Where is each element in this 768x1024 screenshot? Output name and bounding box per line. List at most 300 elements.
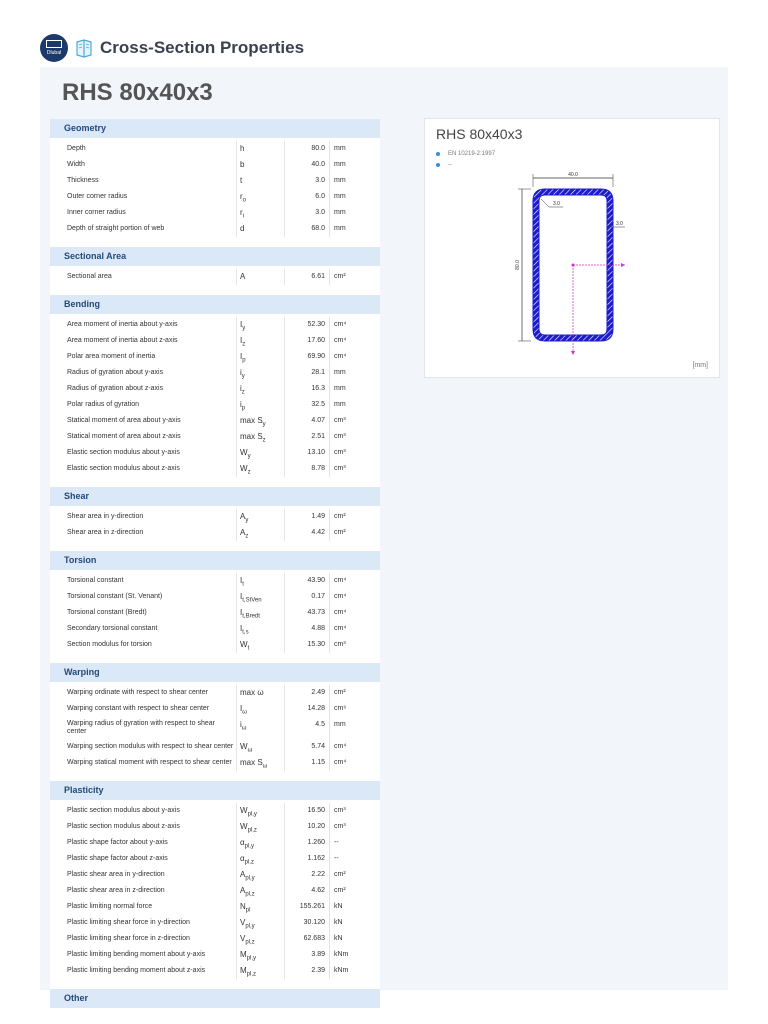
symbol-subscript: pl,y	[247, 811, 257, 818]
symbol-subscript: z	[247, 469, 251, 476]
symbol-main: max S	[240, 416, 263, 425]
symbol-subscript: ω	[247, 747, 253, 754]
width-dimension-label: 40.0	[568, 172, 578, 178]
symbol-main: W	[240, 742, 248, 751]
symbol-subscript: pl,z	[246, 971, 257, 978]
symbol-main: I	[240, 336, 243, 345]
symbol-main: A	[240, 512, 246, 521]
property-description: Plastic limiting bending moment about z-axis	[67, 967, 206, 974]
symbol-main: W	[240, 640, 248, 649]
symbol-subscript: y	[262, 421, 266, 428]
symbol-main: I	[240, 624, 243, 633]
property-unit: cm⁶	[329, 701, 380, 717]
property-symbol	[236, 173, 284, 189]
symbol-subscript: z	[245, 533, 249, 540]
property-symbol	[236, 883, 284, 899]
table-row	[50, 509, 380, 525]
property-unit: kN	[329, 915, 380, 931]
symbol-subscript: z	[242, 341, 246, 348]
symbol-subscript: pl,z	[245, 891, 255, 898]
symbol-main: I	[240, 592, 243, 601]
table-row	[50, 333, 380, 349]
property-value: 4.88	[284, 621, 329, 637]
property-value: 3.0	[284, 173, 329, 189]
symbol-subscript: pl,y	[245, 923, 255, 930]
property-description: Warping radius of gyration with respect to shear center	[67, 720, 215, 735]
property-value: 4.62	[284, 883, 329, 899]
property-unit: cm⁴	[329, 573, 380, 589]
standard-item: --	[436, 159, 495, 170]
symbol-subscript: z	[241, 389, 245, 396]
symbol-subscript: t,StVen	[242, 597, 262, 604]
property-description: Width	[67, 161, 85, 168]
property-description: Warping constant with respect to shear center	[67, 705, 210, 712]
property-symbol	[236, 461, 284, 477]
property-value: 40.0	[284, 157, 329, 173]
property-value: 28.1	[284, 365, 329, 381]
symbol-main: M	[240, 966, 247, 975]
symbol-main: W	[240, 806, 248, 815]
symbol-main: max S	[240, 758, 263, 767]
symbol-subscript: y	[242, 325, 246, 332]
section-header: Sectional Area	[50, 247, 380, 266]
property-unit: mm	[329, 365, 380, 381]
symbol-subscript: p	[242, 357, 246, 364]
symbol-main: V	[240, 918, 246, 927]
property-value: 2.49	[284, 685, 329, 701]
symbol-main: W	[240, 448, 248, 457]
symbol-subscript: y	[247, 453, 251, 460]
property-symbol	[236, 525, 284, 541]
symbol-main: i	[240, 400, 242, 409]
property-symbol	[236, 509, 284, 525]
section-header: Torsion	[50, 551, 380, 570]
symbol-subscript: pl,y	[245, 875, 255, 882]
table-row	[50, 739, 380, 755]
table-row	[50, 365, 380, 381]
cross-section-drawing	[425, 119, 719, 377]
property-unit: mm	[329, 397, 380, 413]
symbol-subscript: ω	[262, 763, 268, 770]
symbol-main: max S	[240, 432, 263, 441]
symbol-subscript: o	[242, 197, 247, 204]
property-value: 10.20	[284, 819, 329, 835]
section-drawing-card	[424, 118, 720, 378]
property-symbol	[236, 867, 284, 883]
property-value: 1.260	[284, 835, 329, 851]
property-unit: mm	[329, 381, 380, 397]
table-row	[50, 605, 380, 621]
symbol-subscript: pl,y	[244, 843, 254, 850]
property-value: 52.30	[284, 317, 329, 333]
property-unit: cm⁴	[329, 317, 380, 333]
table-row	[50, 835, 380, 851]
symbol-subscript: y	[241, 373, 245, 380]
property-unit: cm⁴	[329, 589, 380, 605]
property-unit: cm²	[329, 525, 380, 541]
property-unit: mm	[329, 173, 380, 189]
property-symbol	[236, 365, 284, 381]
book-icon	[74, 38, 94, 58]
card-title: RHS 80x40x3	[436, 126, 523, 142]
table-row	[50, 157, 380, 173]
property-description: Plastic shape factor about z-axis	[67, 855, 168, 862]
property-value: 68.0	[284, 221, 329, 237]
main-content	[40, 67, 728, 1003]
property-description: Radius of gyration about y-axis	[67, 369, 164, 376]
symbol-subscript: ω	[241, 725, 247, 732]
table-row	[50, 819, 380, 835]
property-symbol	[236, 333, 284, 349]
symbol-main: i	[240, 384, 242, 393]
symbol-main: A	[240, 272, 246, 281]
property-symbol	[236, 589, 284, 605]
table-row	[50, 221, 380, 237]
property-value: 13.10	[284, 445, 329, 461]
property-description: Radius of gyration about z-axis	[67, 385, 164, 392]
section-sectional-area	[50, 247, 380, 295]
property-description: Inner corner radius	[67, 209, 126, 216]
table-row	[50, 621, 380, 637]
table-row	[50, 525, 380, 541]
property-value: 1.49	[284, 509, 329, 525]
symbol-subscript: t,s	[242, 629, 249, 636]
section-header: Shear	[50, 487, 380, 506]
property-value: 4.07	[284, 413, 329, 429]
property-symbol	[236, 397, 284, 413]
property-unit: mm	[329, 157, 380, 173]
property-description: Elastic section modulus about z-axis	[67, 465, 180, 472]
property-symbol	[236, 157, 284, 173]
symbol-subscript: p	[241, 405, 246, 412]
property-symbol	[236, 445, 284, 461]
property-symbol	[236, 915, 284, 931]
property-unit: cm³	[329, 637, 380, 653]
symbol-subscript: ω	[242, 709, 247, 716]
property-description: Depth of straight portion of web	[67, 225, 165, 232]
table-row	[50, 397, 380, 413]
property-value: 0.17	[284, 589, 329, 605]
section-header: Bending	[50, 295, 380, 314]
property-unit: cm³	[329, 803, 380, 819]
symbol-main: V	[240, 934, 246, 943]
symbol-main: d	[240, 224, 245, 233]
table-row	[50, 803, 380, 819]
property-symbol	[236, 429, 284, 445]
table-row	[50, 717, 380, 739]
property-description: Torsional constant (St. Venant)	[67, 593, 163, 600]
property-value: 2.39	[284, 963, 329, 979]
property-value: 69.90	[284, 349, 329, 365]
unit-label: [mm]	[692, 362, 708, 369]
symbol-main: I	[240, 704, 243, 713]
property-description: Torsional constant	[67, 577, 124, 584]
section-header: Other	[50, 989, 380, 1008]
property-description: Warping section modulus with respect to shear center	[67, 743, 234, 750]
property-description: Plastic limiting shear force in y-direction	[67, 919, 190, 926]
symbol-main: I	[240, 352, 243, 361]
symbol-subscript: i	[242, 213, 245, 220]
symbol-main: I	[240, 320, 243, 329]
section-header: Plasticity	[50, 781, 380, 800]
property-symbol	[236, 573, 284, 589]
property-unit: cm³	[329, 819, 380, 835]
property-value: 155.261	[284, 899, 329, 915]
table-row	[50, 317, 380, 333]
property-unit: cm³	[329, 413, 380, 429]
property-description: Plastic section modulus about y-axis	[67, 807, 180, 814]
property-symbol	[236, 931, 284, 947]
symbol-main: r	[240, 192, 243, 201]
property-value: 3.89	[284, 947, 329, 963]
property-unit: cm⁴	[329, 333, 380, 349]
property-description: Plastic limiting shear force in z-direction	[67, 935, 190, 942]
property-description: Elastic section modulus about y-axis	[67, 449, 180, 456]
section-geometry	[50, 119, 380, 247]
property-unit: cm²	[329, 509, 380, 525]
property-description: Plastic shear area in y-direction	[67, 871, 165, 878]
symbol-main: α	[240, 838, 245, 847]
table-row	[50, 269, 380, 285]
property-value: 43.90	[284, 573, 329, 589]
property-description: Thickness	[67, 177, 99, 184]
property-value: 3.0	[284, 205, 329, 221]
symbol-main: i	[240, 720, 242, 729]
property-unit: kNm	[329, 963, 380, 979]
section-header: Warping	[50, 663, 380, 682]
table-row	[50, 349, 380, 365]
property-description: Secondary torsional constant	[67, 625, 158, 632]
symbol-main: I	[240, 608, 243, 617]
symbol-subscript: pl,y	[246, 955, 257, 962]
property-symbol	[236, 899, 284, 915]
property-unit: cm²	[329, 269, 380, 285]
property-unit: mm	[329, 189, 380, 205]
property-value: 4.42	[284, 525, 329, 541]
property-unit: cm⁴	[329, 739, 380, 755]
property-unit: cm²	[329, 867, 380, 883]
property-symbol	[236, 637, 284, 653]
property-description: Polar area moment of inertia	[67, 353, 156, 360]
table-row	[50, 445, 380, 461]
property-description: Plastic shape factor about y-axis	[67, 839, 168, 846]
symbol-main: W	[240, 464, 248, 473]
property-unit: mm	[329, 717, 380, 739]
symbol-main: M	[240, 950, 247, 959]
symbol-subscript: y	[245, 517, 249, 524]
section-warping	[50, 663, 380, 781]
property-symbol	[236, 701, 284, 717]
section-bending	[50, 295, 380, 487]
property-symbol	[236, 141, 284, 157]
symbol-main: i	[240, 368, 242, 377]
property-value: 80.0	[284, 141, 329, 157]
property-symbol	[236, 269, 284, 285]
property-value: 43.73	[284, 605, 329, 621]
symbol-subscript: pl,z	[247, 827, 257, 834]
property-unit: cm²	[329, 883, 380, 899]
property-unit: cm³	[329, 445, 380, 461]
section-other	[50, 989, 380, 1011]
property-symbol	[236, 205, 284, 221]
property-description: Plastic limiting normal force	[67, 903, 153, 910]
property-value: 5.74	[284, 739, 329, 755]
table-row	[50, 381, 380, 397]
symbol-main: A	[240, 870, 246, 879]
table-row	[50, 899, 380, 915]
symbol-main: N	[240, 902, 246, 911]
table-row	[50, 851, 380, 867]
symbol-main: W	[240, 822, 248, 831]
symbol-main: b	[240, 160, 245, 169]
table-row	[50, 883, 380, 899]
header	[40, 32, 304, 64]
page-title: RHS 80x40x3	[62, 79, 213, 106]
property-symbol	[236, 803, 284, 819]
table-row	[50, 141, 380, 157]
property-description: Area moment of inertia about z-axis	[67, 337, 178, 344]
symbol-subscript: t	[242, 581, 244, 588]
property-unit: mm	[329, 205, 380, 221]
table-row	[50, 429, 380, 445]
symbol-main: A	[240, 886, 246, 895]
property-symbol	[236, 717, 284, 739]
height-dimension-label: 80.0	[515, 260, 521, 270]
table-row	[50, 189, 380, 205]
property-unit: cm²	[329, 685, 380, 701]
property-unit: --	[329, 835, 380, 851]
table-row	[50, 637, 380, 653]
property-description: Warping statical moment with respect to shear center	[67, 759, 232, 766]
property-value: 8.78	[284, 461, 329, 477]
thickness-label: 3.0	[553, 201, 560, 207]
property-value: 1.15	[284, 755, 329, 771]
property-description: Torsional constant (Bredt)	[67, 609, 147, 616]
property-unit: cm⁴	[329, 349, 380, 365]
property-description: Depth	[67, 145, 86, 152]
properties-table	[50, 119, 380, 1011]
table-row	[50, 755, 380, 771]
table-row	[50, 461, 380, 477]
property-value: 17.60	[284, 333, 329, 349]
property-symbol	[236, 739, 284, 755]
property-description: Sectional area	[67, 273, 112, 280]
property-description: Plastic shear area in z-direction	[67, 887, 165, 894]
property-unit: kN	[329, 899, 380, 915]
table-row	[50, 413, 380, 429]
symbol-subscript: pl	[245, 907, 251, 914]
property-symbol	[236, 413, 284, 429]
property-value: 2.22	[284, 867, 329, 883]
symbol-main: I	[240, 576, 243, 585]
property-symbol	[236, 317, 284, 333]
table-row	[50, 867, 380, 883]
property-value: 62.683	[284, 931, 329, 947]
property-value: 15.30	[284, 637, 329, 653]
property-unit: kN	[329, 931, 380, 947]
property-value: 6.0	[284, 189, 329, 205]
table-row	[50, 685, 380, 701]
property-description: Shear area in z-direction	[67, 529, 144, 536]
section-torsion	[50, 551, 380, 663]
property-value: 14.28	[284, 701, 329, 717]
property-symbol	[236, 349, 284, 365]
table-row	[50, 205, 380, 221]
centroid-marker	[572, 264, 575, 267]
property-unit: cm³	[329, 461, 380, 477]
table-row	[50, 589, 380, 605]
section-header: Geometry	[50, 119, 380, 138]
property-value: 30.120	[284, 915, 329, 931]
property-symbol	[236, 755, 284, 771]
property-value: 32.5	[284, 397, 329, 413]
property-value: 1.162	[284, 851, 329, 867]
property-description: Warping ordinate with respect to shear center	[67, 689, 208, 696]
property-symbol	[236, 851, 284, 867]
symbol-main: r	[240, 208, 243, 217]
property-description: Statical moment of area about z-axis	[67, 433, 181, 440]
table-row	[50, 963, 380, 979]
table-row	[50, 701, 380, 717]
property-value: 16.50	[284, 803, 329, 819]
symbol-subscript: z	[262, 437, 266, 444]
property-unit: cm⁴	[329, 605, 380, 621]
property-description: Plastic section modulus about z-axis	[67, 823, 180, 830]
symbol-main: α	[240, 854, 245, 863]
symbol-subscript: pl,z	[245, 939, 255, 946]
standard-item: EN 10219-2:1997	[436, 148, 495, 159]
symbol-main: h	[240, 144, 245, 153]
symbol-main: t	[240, 176, 243, 185]
property-value: 16.3	[284, 381, 329, 397]
property-unit: cm⁴	[329, 621, 380, 637]
symbol-main: max ω	[240, 688, 264, 697]
property-symbol	[236, 963, 284, 979]
property-symbol	[236, 381, 284, 397]
section-plasticity	[50, 781, 380, 989]
property-unit: --	[329, 851, 380, 867]
property-symbol	[236, 621, 284, 637]
table-row	[50, 915, 380, 931]
logo-text: Dlubal	[46, 50, 62, 56]
property-symbol	[236, 685, 284, 701]
property-symbol	[236, 605, 284, 621]
property-description: Section modulus for torsion	[67, 641, 152, 648]
property-value: 4.5	[284, 717, 329, 739]
property-unit: cm⁴	[329, 755, 380, 771]
property-description: Area moment of inertia about y-axis	[67, 321, 178, 328]
symbol-main: A	[240, 528, 246, 537]
table-row	[50, 931, 380, 947]
wall-thickness-label: 3.0	[616, 221, 623, 227]
table-row	[50, 573, 380, 589]
property-unit: mm	[329, 141, 380, 157]
section-shear	[50, 487, 380, 551]
property-symbol	[236, 221, 284, 237]
property-value: 2.51	[284, 429, 329, 445]
property-symbol	[236, 189, 284, 205]
symbol-subscript: t,Bredt	[242, 613, 260, 620]
property-unit: cm³	[329, 429, 380, 445]
app-title: Cross-Section Properties	[100, 38, 305, 57]
property-description: Plastic limiting bending moment about y-axis	[67, 951, 206, 958]
table-row	[50, 173, 380, 189]
property-description: Outer corner radius	[67, 193, 128, 200]
dlubal-logo[interactable]	[40, 34, 68, 62]
property-unit: mm	[329, 221, 380, 237]
table-row	[50, 947, 380, 963]
property-value: 6.61	[284, 269, 329, 285]
